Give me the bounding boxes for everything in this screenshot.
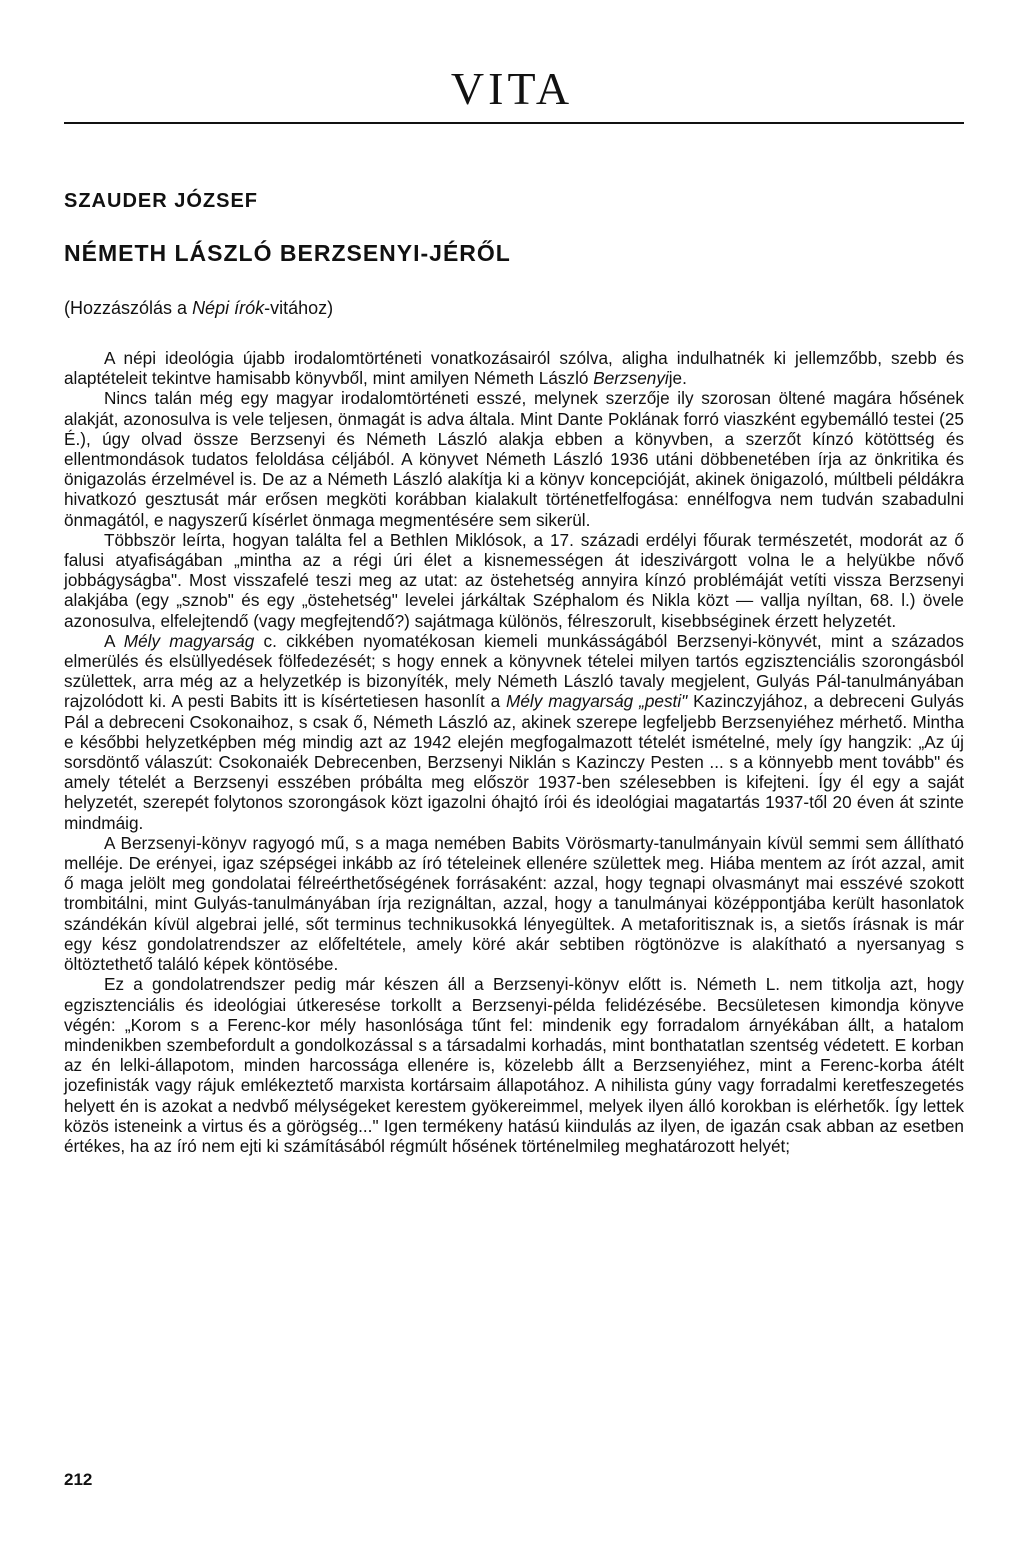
paragraph-text: je. (668, 368, 687, 389)
paragraph: A Berzsenyi-könyv ragyogó mű, s a maga nemében Babits Vörösmarty-tanulmányain kívül semmi sem állítható melléje. De erényei, igaz szépségei inkább az író tételeinek ellenére születtek meg. Hiába mentem az írót azzal, amit ő maga jelölt meg gondolatai félreérthetőségének forrásaként: azzal, hogy tegnapi olvasmányt mai esszévé szokott trombitálni, mint Gulyás-tanulmányában írja rezignáltan, azzal, hogy a tanulmányai középpontjába került hasonlatok szándékán kívül algebrai jellé, sőt terminus technikusokká lényegültek. A metaforitisznak is, a sietős írásnak is már egy kész gondolatrendszer az előfeltétele, amely köré akár sebtiben rögtönözve is alakítható a nyersanyag s öltöztethető találó képek köntösébe. (64, 832, 964, 975)
article-title-italic: Mély magyarság „pesti" (506, 691, 688, 712)
article-title: NÉMETH LÁSZLÓ BERZSENYI-JÉRŐL (64, 240, 511, 266)
article-body (64, 348, 964, 1156)
article-subtitle (64, 298, 333, 319)
page-number: 212 (64, 1470, 93, 1489)
section-divider (64, 122, 964, 124)
paragraph: Ez a gondolatrendszer pedig már készen áll a Berzsenyi-könyv előtt is. Németh L. nem titkolja azt, hogy egzisztenciális és ideológiai útkeresése torkollt a Berzsenyi-példa felidézésébe. Becsületesen kimondja könyve végén: „Korom s a Ferenc-kor mély hasonlósága tűnt fel: mindenik egy forradalom árnyékában állt, a hatalom mindenikben szembefordult a gondolkozással s a társadalmi korhadás, mint bonthatatlan szentség védetett. E korban az én lelki-állapotom, minden harcossága ellenére is, közelebb állt a Berzsenyiéhez, mint a Ferenc-korba átélt jozefinisták vagy rájuk emlékeztető marxista kortársaim állapotához. A nihilista gúny vagy forradalmi keretfeszegetés helyett én is azokat a nedvbő mélységeket kerestem gyökereimmel, melyek ilyen álló korokban is elérhetők. Így lettek közös isteneink a virtus és a görögség..." Igen termékeny hatású kiindulás az ilyen, de igazán csak abban az esetben értékes, ha az író nem ejti ki számításából régmúlt hősének történelmileg meghatározott helyét; (64, 974, 964, 1156)
article-title-italic: Mély magyarság (123, 630, 255, 651)
paragraph: Többször leírta, hogyan találta fel a Bethlen Miklósok, a 17. századi erdélyi főurak természetét, modorát az ő falusi atyafiságában „mintha az a régi úri élet a kisnemességen át ideszivárgott volna le a helyükbe nővő jobbágyságba". Most visszafelé teszi meg az utat: az östehetség annyira kínzó problémáját vetíti vissza Berzsenyi alakjába (egy „sznob" és egy „östehetség" levelei járkáltak Széphalom és Nikla közt — vallja nyíltan, 68. l.) övele azonosulva, elfelejtendő (vagy megfejtendő?) sajátmaga különös, félreszorult, kisebbséginek érzett helyzetét. (64, 529, 964, 631)
book-title-italic: Berzsenyi (593, 368, 669, 389)
paragraph-text: c. cikkében nyomatékosan kiemeli munkásságából Berzsenyi-könyvét, mint a százados elmerülés és elsüllyedések fölfedezését; s hogy ennek a könyvnek tételei milyen tartós egzisztenciális szorongásból születtek, arra még az a helyzetkép is bizonyíték, mely Németh László tavaly megjelent, Gulyás Pál-tanulmányában rajzolódott ki. A pesti Babits itt is kísértetiesen hasonlít a (64, 630, 964, 712)
paragraph-text: Kazinczyjához, a debreceni Gulyás Pál a debreceni Csokonaihoz, s csak ő, Németh László az, akinek szerepe legfeljebb Berzsenyiéhez mérhető. Mintha e későbbi helyzetképben még mindig azt az 1942 elején megfogalmazott tételét ismételné, mely így hangzik: „Az új sorsdöntő válaszút: Csokonaiék Debrecenben, Berzsenyi Niklán s Kazinczy Pesten ... s a könnyebb ment tovább" és amely tételét a Berzsenyi esszében próbálta meg először 1937-ben szélesebben is kifejteni. Így él egy a saját helyzetét, szerepét folytonos szorongások közt igazolni óhajtó írói és ideológiai magatartás 1937-től 20 éven át szinte mindmáig. (64, 691, 964, 833)
author-name: SZAUDER JÓZSEF (64, 190, 259, 212)
subtitle-italic: Népi írók (192, 298, 265, 318)
subtitle-prefix: (Hozzászólás a (64, 298, 193, 318)
section-title: VITA (450, 63, 574, 114)
paragraph (64, 631, 964, 833)
paragraph-text: A (104, 630, 124, 651)
paragraph: Nincs talán még egy magyar irodalomtörténeti esszé, melynek szerzője ily szorosan öltené magára hősének alakját, azonosulva is vele teljesen, önmagát is adva általa. Mint Dante Poklának forró viaszként egybemálló testei (25 É.), úgy olvad össze Berzsenyi és Németh László alakja ebben a könyvben, a szerzőt kínzó kötöttség és ellentmondások tudatos feloldása céljából. A könyvet Németh László 1936 utáni döbbenetében írja az önkritika és önigazolás érzelmével is. De az a Németh László alakítja ki a könyv koncepcióját, akinek önigazoló, múltbeli példákra hivatkozó gesztusát már erősen megköti korábban kialakult történetfelfogása: ennélfogva nem tudván szabadulni önmagától, e nagyszerű kísérlet önmaga megmentésére sem sikerül. (64, 388, 964, 530)
paragraph-text: A népi ideológia újabb irodalomtörténeti vonatkozásairól szólva, aligha indulhatnék ki jellemzőbb, szebb és alaptételeit tekintve hamisabb könyvből, mint amilyen Németh László (64, 348, 964, 389)
paragraph (64, 348, 964, 388)
subtitle-suffix: -vitához) (264, 298, 334, 318)
